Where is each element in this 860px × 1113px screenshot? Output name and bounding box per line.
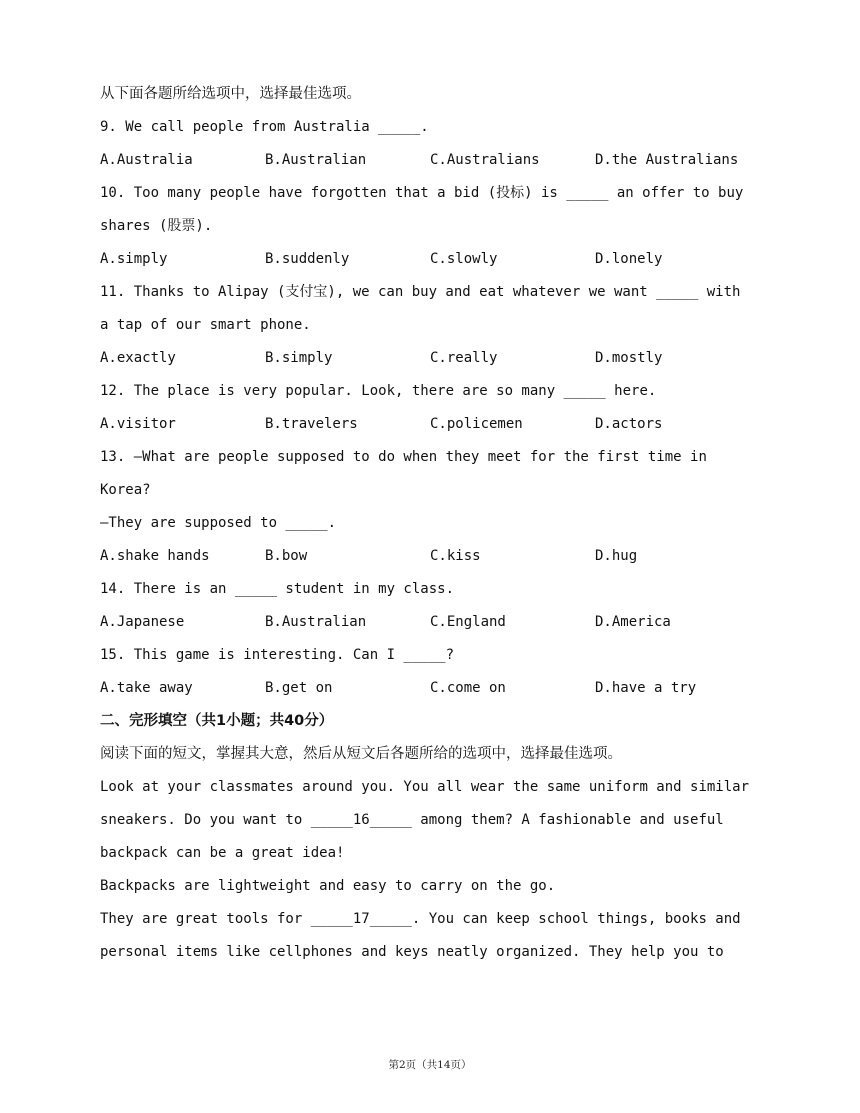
passage-line: personal items like cellphones and keys neatly organized. They help you to: [100, 944, 724, 960]
answer-option: C.slowly: [430, 251, 498, 267]
answer-option: A.take away: [100, 680, 193, 696]
question-block: [100, 276, 760, 375]
question-block: [100, 375, 760, 441]
answer-option: B.suddenly: [265, 251, 350, 267]
answer-option: D.mostly: [595, 350, 663, 366]
question-stem-line: Korea?: [100, 482, 151, 498]
answer-option: A.simply: [100, 251, 168, 267]
question-list: [100, 111, 760, 705]
answer-options: [100, 408, 760, 441]
document-page: [100, 78, 760, 969]
question-block: [100, 111, 760, 177]
answer-option: B.Australian: [265, 614, 367, 630]
question-block: [100, 441, 760, 573]
answer-option: C.policemen: [430, 416, 523, 432]
answer-option: C.really: [430, 350, 498, 366]
passage-line: backpack can be a great idea!: [100, 845, 345, 861]
question-stem-line: 11. Thanks to Alipay (支付宝), we can buy and eat whatever we want _____ with: [100, 284, 741, 300]
answer-options: [100, 342, 760, 375]
answer-option: C.come on: [430, 680, 506, 696]
section2-heading: 二、完形填空（共1小题；共40分）: [100, 713, 334, 729]
answer-option: B.bow: [265, 548, 308, 564]
cloze-passage: [100, 771, 760, 969]
answer-option: A.exactly: [100, 350, 176, 366]
passage-line: Look at your classmates around you. You all wear the same uniform and similar: [100, 779, 750, 795]
answer-option: A.visitor: [100, 416, 176, 432]
answer-option: D.America: [595, 614, 671, 630]
answer-option: D.have a try: [595, 680, 697, 696]
question-stem-line: 12. The place is very popular. Look, there are so many _____ here.: [100, 383, 657, 399]
passage-line: They are great tools for _____17_____. You can keep school things, books and: [100, 911, 741, 927]
answer-option: B.get on: [265, 680, 333, 696]
page-footer: 第2页（共14页）: [388, 1059, 472, 1071]
section2-instruction: 阅读下面的短文，掌握其大意，然后从短文后各题所给的选项中，选择最佳选项。: [100, 746, 622, 762]
answer-option: B.travelers: [265, 416, 358, 432]
answer-option: B.simply: [265, 350, 333, 366]
answer-options: [100, 243, 760, 276]
question-block: [100, 573, 760, 639]
answer-option: A.shake hands: [100, 548, 210, 564]
answer-option: D.the Australians: [595, 152, 739, 168]
answer-options: [100, 540, 760, 573]
question-stem-line: shares (股票).: [100, 218, 213, 234]
question-stem-line: 14. There is an _____ student in my class.: [100, 581, 455, 597]
question-stem-line: 10. Too many people have forgotten that a bid (投标) is _____ an offer to buy: [100, 185, 744, 201]
answer-options: [100, 606, 760, 639]
passage-line: sneakers. Do you want to _____16_____ among them? A fashionable and useful: [100, 812, 724, 828]
answer-option: C.kiss: [430, 548, 481, 564]
section1-instruction: 从下面各题所给选项中，选择最佳选项。: [100, 86, 361, 102]
answer-option: A.Japanese: [100, 614, 185, 630]
answer-option: B.Australian: [265, 152, 367, 168]
answer-options: [100, 144, 760, 177]
answer-option: D.hug: [595, 548, 638, 564]
question-stem-line: 9. We call people from Australia _____.: [100, 119, 429, 135]
question-stem-line: 15. This game is interesting. Can I _____?: [100, 647, 455, 663]
answer-option: D.actors: [595, 416, 663, 432]
answer-option: D.lonely: [595, 251, 663, 267]
question-stem-line: a tap of our smart phone.: [100, 317, 311, 333]
question-block: [100, 639, 760, 705]
answer-option: C.England: [430, 614, 506, 630]
answer-option: A.Australia: [100, 152, 193, 168]
passage-line: Backpacks are lightweight and easy to carry on the go.: [100, 878, 556, 894]
answer-option: C.Australians: [430, 152, 540, 168]
question-stem-line: 13. —What are people supposed to do when they meet for the first time in: [100, 449, 707, 465]
answer-options: [100, 672, 760, 705]
question-block: [100, 177, 760, 276]
question-stem-line: —They are supposed to _____.: [100, 515, 337, 531]
